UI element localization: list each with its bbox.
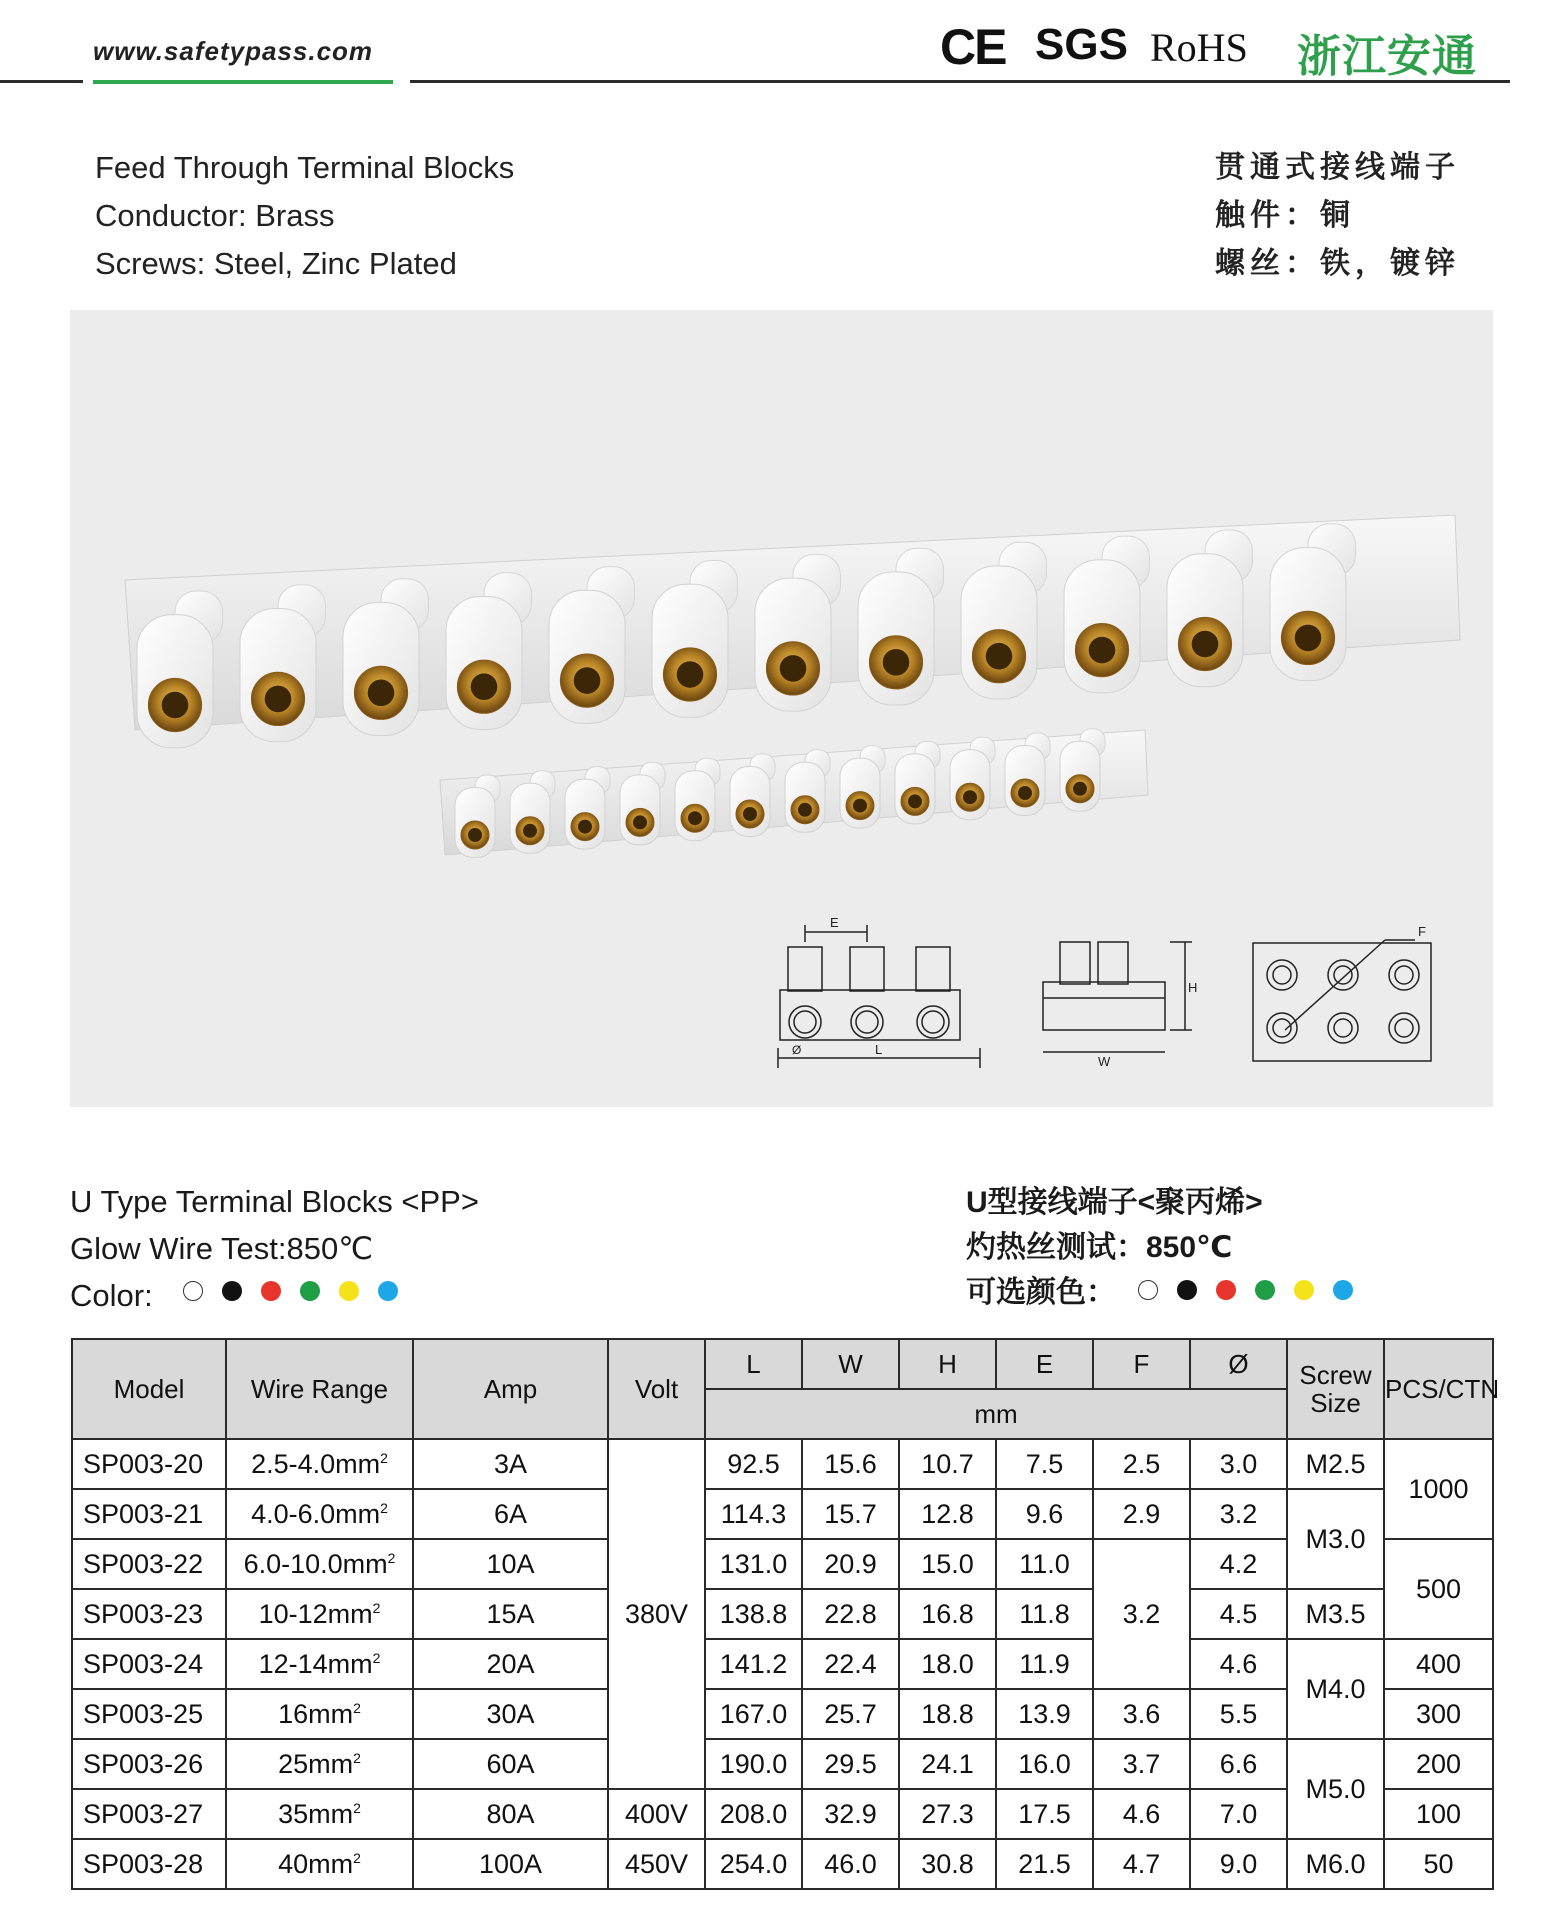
cell-model: SP003-26 xyxy=(72,1739,226,1789)
table-body xyxy=(72,1439,1493,1889)
wire-range-value: 16mm xyxy=(278,1698,354,1729)
cell-e: 9.6 xyxy=(996,1489,1093,1539)
cell-e: 21.5 xyxy=(996,1839,1093,1889)
wire-range-value: 6.0-10.0mm xyxy=(243,1548,388,1579)
cell-model: SP003-28 xyxy=(72,1839,226,1889)
table-row xyxy=(72,1689,1493,1739)
cell-pcs-ctn: 400 xyxy=(1384,1639,1493,1689)
cell-w: 29.5 xyxy=(802,1739,899,1789)
intro-screws-cn: 螺丝：铁，镀锌 xyxy=(1215,247,1460,280)
table-header-row xyxy=(72,1339,1493,1389)
cell-model: SP003-27 xyxy=(72,1789,226,1839)
intro-chinese xyxy=(1215,144,1460,288)
cell-f: 3.6 xyxy=(1093,1689,1190,1739)
cell-f: 4.7 xyxy=(1093,1839,1190,1889)
cell-amp: 80A xyxy=(413,1789,608,1839)
header-w: W xyxy=(802,1339,899,1389)
intro-conductor-cn: 触件：铜 xyxy=(1215,199,1355,232)
cell-w: 15.7 xyxy=(802,1489,899,1539)
header-screw-size: Screw Size xyxy=(1287,1339,1384,1439)
cell-w: 25.7 xyxy=(802,1689,899,1739)
wire-range-value: 10-12mm xyxy=(258,1598,373,1629)
cell-e: 7.5 xyxy=(996,1439,1093,1489)
header-model: Model xyxy=(72,1339,226,1439)
ce-mark-logo: CE xyxy=(940,19,1006,75)
intro-english xyxy=(95,144,514,288)
header-diameter: Ø xyxy=(1190,1339,1287,1389)
cell-f: 4.6 xyxy=(1093,1789,1190,1839)
table-row xyxy=(72,1489,1493,1539)
cell-h: 30.8 xyxy=(899,1839,996,1889)
intro-conductor: Conductor: Brass xyxy=(95,198,335,233)
cell-w: 22.8 xyxy=(802,1589,899,1639)
yellow-color-swatch xyxy=(1294,1280,1314,1300)
table-row xyxy=(72,1789,1493,1839)
cell-model: SP003-23 xyxy=(72,1589,226,1639)
cell-h: 27.3 xyxy=(899,1789,996,1839)
dim-label-l: L xyxy=(875,1042,883,1057)
dim-label-h: H xyxy=(1188,980,1198,995)
website-url: www.safetypass.com xyxy=(93,36,374,66)
table-row xyxy=(72,1439,1493,1489)
intro-screws: Screws: Steel, Zinc Plated xyxy=(95,246,457,281)
cell-model: SP003-20 xyxy=(72,1439,226,1489)
cell-l: 190.0 xyxy=(705,1739,802,1789)
header-volt: Volt xyxy=(608,1339,705,1439)
spec-glow-wire-cn: 灼热丝测试：850℃ xyxy=(966,1231,1233,1264)
dim-label-f: F xyxy=(1418,924,1426,939)
cell-h: 10.7 xyxy=(899,1439,996,1489)
cell-amp: 6A xyxy=(413,1489,608,1539)
cell-l: 208.0 xyxy=(705,1789,802,1839)
black-color-swatch xyxy=(222,1281,242,1301)
cell-wire-range xyxy=(226,1439,413,1489)
table-row xyxy=(72,1589,1493,1639)
cell-amp: 20A xyxy=(413,1639,608,1689)
header-f: F xyxy=(1093,1339,1190,1389)
superscript-two: 2 xyxy=(387,1549,396,1566)
top-view-drawing xyxy=(1253,940,1431,1061)
table-row xyxy=(72,1539,1493,1589)
cell-l: 254.0 xyxy=(705,1839,802,1889)
blue-color-swatch xyxy=(1333,1280,1353,1300)
color-swatches-cn xyxy=(1138,1280,1372,1300)
table-row xyxy=(72,1839,1493,1889)
intro-title: Feed Through Terminal Blocks xyxy=(95,150,515,185)
cell-model: SP003-25 xyxy=(72,1689,226,1739)
cell-diameter: 4.5 xyxy=(1190,1589,1287,1639)
cell-f: 2.9 xyxy=(1093,1489,1190,1539)
cell-diameter: 9.0 xyxy=(1190,1839,1287,1889)
cell-w: 46.0 xyxy=(802,1839,899,1889)
header-unit-mm: mm xyxy=(705,1389,1287,1439)
header-divider-accent xyxy=(93,80,393,84)
cell-e: 16.0 xyxy=(996,1739,1093,1789)
cell-amp: 3A xyxy=(413,1439,608,1489)
superscript-two: 2 xyxy=(372,1649,381,1666)
superscript-two: 2 xyxy=(380,1499,388,1516)
brand-logo: 浙江安通 xyxy=(1297,32,1477,81)
superscript-two: 2 xyxy=(353,1699,361,1716)
cell-w: 22.4 xyxy=(802,1639,899,1689)
cell-diameter: 6.6 xyxy=(1190,1739,1287,1789)
cell-l: 92.5 xyxy=(705,1439,802,1489)
cell-w: 20.9 xyxy=(802,1539,899,1589)
cell-model: SP003-24 xyxy=(72,1639,226,1689)
cell-screw-size: M5.0 xyxy=(1287,1739,1384,1839)
cell-diameter: 7.0 xyxy=(1190,1789,1287,1839)
white-color-swatch xyxy=(1138,1280,1158,1300)
cell-w: 32.9 xyxy=(802,1789,899,1839)
cell-wire-range xyxy=(226,1639,413,1689)
table-row xyxy=(72,1739,1493,1789)
cell-amp: 10A xyxy=(413,1539,608,1589)
wire-range-value: 12-14mm xyxy=(258,1648,373,1679)
header-amp: Amp xyxy=(413,1339,608,1439)
cell-pcs-ctn: 50 xyxy=(1384,1839,1493,1889)
cell-amp: 100A xyxy=(413,1839,608,1889)
wire-range-value: 2.5-4.0mm xyxy=(251,1448,381,1479)
intro-title-cn: 贯通式接线端子 xyxy=(1215,151,1460,184)
dim-label-diameter: Ø xyxy=(792,1043,802,1057)
side-view-drawing xyxy=(1043,942,1192,1052)
spec-glow-wire: Glow Wire Test:850℃ xyxy=(70,1231,374,1266)
cell-wire-range xyxy=(226,1489,413,1539)
cell-l: 131.0 xyxy=(705,1539,802,1589)
yellow-color-swatch xyxy=(339,1281,359,1301)
cell-pcs-ctn: 200 xyxy=(1384,1739,1493,1789)
spec-title: U Type Terminal Blocks <PP> xyxy=(70,1184,479,1219)
cell-diameter: 4.2 xyxy=(1190,1539,1287,1589)
cell-h: 18.0 xyxy=(899,1639,996,1689)
cell-pcs-ctn: 500 xyxy=(1384,1539,1493,1639)
cell-e: 13.9 xyxy=(996,1689,1093,1739)
cell-diameter: 3.0 xyxy=(1190,1439,1287,1489)
header-wire-range: Wire Range xyxy=(226,1339,413,1439)
cell-wire-range xyxy=(226,1739,413,1789)
rohs-logo: RoHS xyxy=(1150,25,1248,70)
cell-f: 3.2 xyxy=(1093,1539,1190,1689)
cell-diameter: 4.6 xyxy=(1190,1639,1287,1689)
red-color-swatch xyxy=(261,1281,281,1301)
cell-h: 15.0 xyxy=(899,1539,996,1589)
cell-f: 2.5 xyxy=(1093,1439,1190,1489)
cell-pcs-ctn: 1000 xyxy=(1384,1439,1493,1539)
cell-l: 141.2 xyxy=(705,1639,802,1689)
cell-amp: 15A xyxy=(413,1589,608,1639)
header-l: L xyxy=(705,1339,802,1389)
cell-e: 11.8 xyxy=(996,1589,1093,1639)
spec-color-label: Color: xyxy=(70,1278,153,1313)
color-swatches-en xyxy=(183,1281,417,1301)
cell-amp: 60A xyxy=(413,1739,608,1789)
cell-screw-size: M3.5 xyxy=(1287,1589,1384,1639)
wire-range-value: 40mm xyxy=(278,1848,354,1879)
header-e: E xyxy=(996,1339,1093,1389)
cell-screw-size: M4.0 xyxy=(1287,1639,1384,1739)
cell-wire-range xyxy=(226,1839,413,1889)
spec-table xyxy=(71,1338,1500,1890)
wire-range-value: 35mm xyxy=(278,1798,354,1829)
green-color-swatch xyxy=(300,1281,320,1301)
cell-volt: 450V xyxy=(608,1839,705,1889)
wire-range-value: 25mm xyxy=(278,1748,354,1779)
dim-label-e: E xyxy=(830,915,839,930)
large-terminal-strip xyxy=(125,515,1460,748)
superscript-two: 2 xyxy=(353,1749,361,1766)
small-terminal-strip xyxy=(440,729,1148,858)
superscript-two: 2 xyxy=(353,1849,361,1866)
cell-wire-range xyxy=(226,1539,413,1589)
red-color-swatch xyxy=(1216,1280,1236,1300)
cell-volt: 380V xyxy=(608,1439,705,1789)
spec-color-label-cn: 可选颜色： xyxy=(966,1276,1116,1309)
superscript-two: 2 xyxy=(380,1449,388,1466)
cell-diameter: 3.2 xyxy=(1190,1489,1287,1539)
cell-h: 18.8 xyxy=(899,1689,996,1739)
cell-e: 17.5 xyxy=(996,1789,1093,1839)
dim-label-w: W xyxy=(1098,1054,1111,1069)
table-row xyxy=(72,1639,1493,1689)
header-pcs-ctn: PCS/CTN xyxy=(1384,1339,1493,1439)
spec-title-cn: U型接线端子<聚丙烯> xyxy=(966,1186,1263,1219)
cell-l: 138.8 xyxy=(705,1589,802,1639)
cell-h: 16.8 xyxy=(899,1589,996,1639)
cell-volt: 400V xyxy=(608,1789,705,1839)
cell-pcs-ctn: 100 xyxy=(1384,1789,1493,1839)
header-divider-left xyxy=(0,80,83,83)
product-photo-illustration xyxy=(70,310,1493,1107)
blue-color-swatch xyxy=(378,1281,398,1301)
cell-model: SP003-22 xyxy=(72,1539,226,1589)
cell-f: 3.7 xyxy=(1093,1739,1190,1789)
cell-wire-range xyxy=(226,1589,413,1639)
cell-diameter: 5.5 xyxy=(1190,1689,1287,1739)
black-color-swatch xyxy=(1177,1280,1197,1300)
sgs-logo: SGS xyxy=(1035,20,1128,69)
cell-model: SP003-21 xyxy=(72,1489,226,1539)
cell-pcs-ctn: 300 xyxy=(1384,1689,1493,1739)
cell-screw-size: M6.0 xyxy=(1287,1839,1384,1889)
cell-wire-range xyxy=(226,1789,413,1839)
wire-range-value: 4.0-6.0mm xyxy=(251,1498,381,1529)
cell-e: 11.9 xyxy=(996,1639,1093,1689)
cell-e: 11.0 xyxy=(996,1539,1093,1589)
header-h: H xyxy=(899,1339,996,1389)
green-color-swatch xyxy=(1255,1280,1275,1300)
superscript-two: 2 xyxy=(353,1799,361,1816)
cell-amp: 30A xyxy=(413,1689,608,1739)
white-color-swatch xyxy=(183,1281,203,1301)
cell-l: 114.3 xyxy=(705,1489,802,1539)
cell-h: 24.1 xyxy=(899,1739,996,1789)
cell-w: 15.6 xyxy=(802,1439,899,1489)
cell-screw-size: M3.0 xyxy=(1287,1489,1384,1589)
cell-l: 167.0 xyxy=(705,1689,802,1739)
cell-screw-size: M2.5 xyxy=(1287,1439,1384,1489)
superscript-two: 2 xyxy=(372,1599,381,1616)
cell-h: 12.8 xyxy=(899,1489,996,1539)
cell-wire-range xyxy=(226,1689,413,1739)
product-image-panel xyxy=(70,310,1493,1107)
